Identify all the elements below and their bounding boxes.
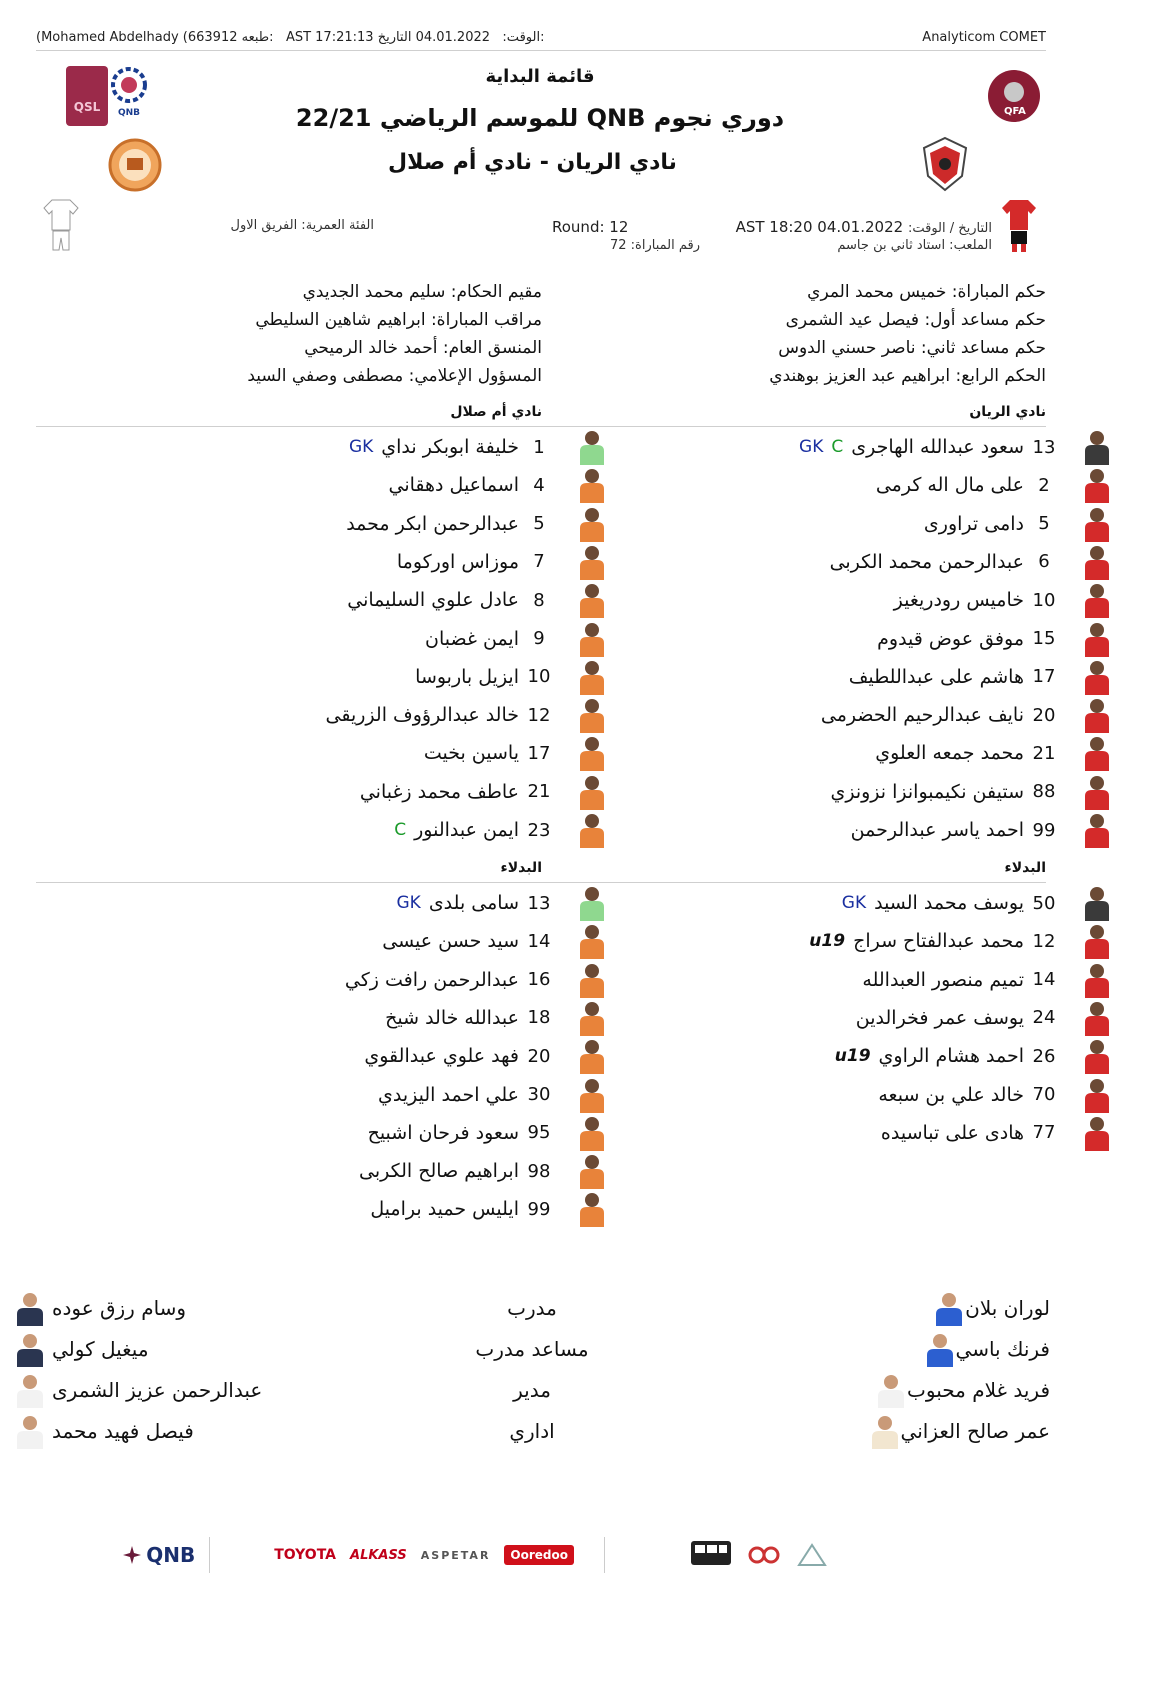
player-number: 7 [533, 551, 545, 573]
player-avatar-icon [577, 506, 607, 542]
away-starters-row [389, 466, 607, 504]
print-time-label: الوقت: [502, 30, 541, 45]
datetime-label: التاريخ / الوقت: [907, 221, 992, 236]
player-number: 15 [1032, 628, 1056, 649]
away-subs-row [368, 1114, 607, 1152]
player-name: موفق عوض قيدوم [877, 627, 1024, 650]
goalkeeper-badge: GK [348, 437, 374, 457]
player-avatar-icon [1082, 659, 1112, 695]
player-avatar-icon [1082, 1077, 1112, 1113]
away-staff-row [14, 1413, 194, 1449]
player-avatar-icon [577, 1000, 607, 1036]
staff-name: فيصل فهيد محمد [52, 1419, 194, 1443]
staff-name: عبدالرحمن عزيز الشمرى [52, 1378, 263, 1402]
qnb-sponsor-text: QNB [146, 1543, 196, 1567]
away-starters-row [415, 658, 607, 696]
assistant-referee-1: حكم مساعد أول: فيصل عيد الشمرى [785, 310, 1046, 330]
print-time: AST 17:21:13 [285, 30, 374, 45]
u19-badge: u19 [834, 1046, 871, 1067]
player-name: خالد عبدالرؤوف الزريقى [325, 704, 519, 727]
player-avatar-icon [1082, 544, 1112, 580]
player-number: 10 [527, 666, 551, 688]
home-kit-icon [1000, 198, 1038, 254]
staff-name: لوران بلان [965, 1296, 1050, 1320]
away-subs-row [378, 1076, 607, 1114]
qfa-logo-text: QFA [1004, 106, 1026, 117]
player-avatar-icon [1082, 506, 1112, 542]
staff-name: فرنك باسي [955, 1337, 1050, 1361]
player-number: 20 [527, 1045, 551, 1067]
player-avatar-icon [1082, 774, 1112, 810]
player-name: عبدالرحمن ابكر محمد [346, 512, 519, 535]
away-subs-row [385, 999, 607, 1037]
player-name: عاطف محمد زغباني [359, 780, 519, 803]
age-group: الفئة العمرية: الفريق الاول [230, 218, 374, 233]
qnb-mark-icon [122, 1545, 142, 1565]
player-avatar-icon [1082, 1000, 1112, 1036]
player-avatar-icon [577, 1153, 607, 1189]
player-name: ايمن عبدالنور [414, 819, 519, 841]
away-subs-row [370, 1190, 607, 1228]
away-subs-row [359, 1152, 607, 1190]
away-subs-row [364, 1037, 607, 1075]
player-name: يوسف محمد السيد [874, 892, 1024, 914]
staff-avatar-icon [14, 1290, 46, 1326]
staff-role: مدير [513, 1378, 551, 1402]
player-avatar-icon [1082, 885, 1112, 921]
home-subs-heading: البدلاء [1004, 860, 1046, 876]
home-staff-row [918, 1331, 1050, 1367]
round: Round: 12 [552, 218, 629, 236]
home-starters-row [851, 811, 1112, 849]
home-subs-row [856, 999, 1112, 1037]
page-title: قائمة البداية [485, 66, 595, 87]
player-avatar-icon [577, 697, 607, 733]
player-number: 1 [533, 436, 545, 458]
player-number: 26 [1032, 1045, 1056, 1067]
player-avatar-icon [577, 467, 607, 503]
player-name: عبدالرحمن رافت زكي [344, 968, 519, 991]
player-avatar-icon [1082, 582, 1112, 618]
home-starters-row [799, 428, 1112, 466]
staff-name: عمر صالح العزاني [900, 1419, 1050, 1443]
lineup-divider [36, 426, 1046, 427]
print-label: طبعه: [241, 30, 274, 45]
home-starters-row [821, 696, 1112, 734]
staff-role: مساعد مدرب [475, 1337, 589, 1361]
player-name: تميم منصور العبدالله [862, 968, 1024, 991]
away-starters-row [326, 696, 607, 734]
away-staff-row [14, 1290, 186, 1326]
player-name: خليفة ابوبكر نداي [381, 436, 519, 458]
away-starters-row [349, 428, 607, 466]
match-number: رقم المباراة: 72 [609, 238, 700, 253]
away-kit-icon [42, 198, 80, 254]
player-name: ابراهيم صالح الكربى [359, 1160, 519, 1183]
player-number: 21 [1032, 742, 1056, 764]
away-staff-row [14, 1372, 262, 1408]
player-avatar-icon [577, 1115, 607, 1151]
staff-avatar-icon [875, 1372, 907, 1408]
captain-badge: C [394, 820, 407, 840]
player-number: 9 [533, 628, 545, 649]
away-subs-row [345, 961, 607, 999]
home-staff-row [863, 1413, 1050, 1449]
away-team-heading: نادي أم صلال [450, 404, 542, 420]
player-name: احمد ياسر عبدالرحمن [850, 819, 1024, 841]
home-starters-row [849, 658, 1112, 696]
away-starters-row [394, 811, 607, 849]
home-subs-row [878, 1076, 1112, 1114]
media-officer: المسؤول الإعلامي: مصطفى وصفي السيد [247, 366, 542, 386]
player-number: 13 [1032, 436, 1056, 458]
player-avatar-icon [577, 582, 607, 618]
player-name: عادل علوي السليماني [347, 589, 519, 612]
player-number: 6 [1038, 551, 1050, 573]
toyota-sponsor: TOYOTA [274, 1547, 337, 1563]
player-avatar-icon [1082, 429, 1112, 465]
player-name: نايف عبدالرحيم الحضرمى [820, 704, 1024, 727]
player-name: هاشم على عبداللطيف [848, 665, 1024, 688]
player-avatar-icon [1082, 697, 1112, 733]
sponsor-caption [106, 1551, 108, 1559]
look-logo-icon [747, 1541, 781, 1569]
player-avatar-icon [577, 544, 607, 580]
home-starters-row [875, 734, 1112, 772]
sponsor-bar [106, 1530, 1056, 1580]
player-avatar-icon [577, 735, 607, 771]
staff-avatar-icon [933, 1290, 965, 1326]
header-divider [36, 50, 1046, 51]
print-date-label: التاريخ: [377, 30, 545, 45]
goalkeeper-badge: GK [396, 893, 421, 913]
officials-right [769, 278, 1046, 390]
player-name: هادى على تباسيده [880, 1121, 1024, 1144]
partner-logo-icon [795, 1541, 829, 1569]
player-number: 23 [527, 819, 551, 841]
staff-avatar-icon [869, 1413, 901, 1449]
player-number: 5 [1038, 513, 1050, 535]
home-team-heading: نادي الريان [969, 404, 1046, 420]
referee: حكم المباراة: خميس محمد المري [807, 282, 1046, 302]
player-number: 18 [527, 1007, 551, 1029]
player-name: محمد عبدالفتاح سراج [853, 930, 1024, 953]
player-number: 21 [527, 781, 551, 803]
player-avatar-icon [1082, 962, 1112, 998]
player-number: 16 [527, 969, 551, 991]
player-number: 14 [1032, 969, 1056, 991]
assistant-referee-2: حكم مساعد ثاني: ناصر حسني الدوس [778, 338, 1046, 358]
player-name: فهد علوي عبدالقوي [364, 1045, 519, 1068]
home-subs-row [881, 1114, 1112, 1152]
player-avatar-icon [577, 659, 607, 695]
away-subs-heading: البدلاء [500, 860, 542, 876]
player-number: 13 [527, 892, 551, 914]
player-avatar-icon [1082, 1038, 1112, 1074]
home-starters-row [894, 581, 1112, 619]
player-avatar-icon [577, 885, 607, 921]
player-avatar-icon [577, 923, 607, 959]
home-starters-row [876, 466, 1112, 504]
aspetar-sponsor: ASPETAR [420, 1548, 491, 1562]
player-number: 77 [1032, 1122, 1056, 1144]
player-name: اسماعيل دهقاني [388, 474, 519, 497]
player-number: 20 [1032, 704, 1056, 726]
away-staff-row [14, 1331, 149, 1367]
stadium: الملعب: استاد ثاني بن جاسم [837, 238, 992, 253]
u19-badge: u19 [809, 931, 846, 952]
home-subs-row [862, 961, 1112, 999]
player-number: 10 [1032, 589, 1056, 611]
match-datetime [736, 218, 992, 236]
away-starters-row [346, 505, 607, 543]
player-name: عبدالله خالد شيخ [385, 1006, 519, 1029]
home-starters-row [924, 505, 1112, 543]
qnb-sponsor [122, 1543, 195, 1567]
qsl-logo-text: QSL [73, 100, 101, 114]
goalkeeper-badge: GK [799, 437, 824, 457]
player-number: 8 [533, 589, 545, 611]
player-name: خاميس رودريغيز [893, 589, 1024, 612]
captain-badge: C [831, 437, 844, 457]
player-name: يوسف عمر فخرالدين [855, 1006, 1024, 1029]
player-number: 4 [533, 474, 545, 496]
player-name: سيد حسن عيسى [382, 930, 519, 953]
home-starters-row [877, 620, 1112, 658]
player-avatar-icon [1082, 735, 1112, 771]
player-name: احمد هشام الراوي [878, 1045, 1024, 1068]
player-avatar-icon [577, 429, 607, 465]
away-subs-row [382, 922, 607, 960]
staff-role: مدرب [507, 1296, 557, 1320]
player-avatar-icon [1082, 1115, 1112, 1151]
player-number: 95 [527, 1122, 551, 1144]
player-number: 99 [1032, 819, 1056, 841]
staff-avatar-icon [14, 1331, 46, 1367]
away-starters-row [425, 620, 607, 658]
player-name: موزاس اوركوما [396, 550, 519, 573]
player-avatar-icon [577, 1077, 607, 1113]
player-number: 2 [1038, 474, 1050, 496]
bohabus-logo-icon [689, 1537, 733, 1573]
staff-avatar-icon [14, 1372, 46, 1408]
qnb-stars-text: QNB [117, 108, 141, 118]
subs-divider [36, 882, 1046, 883]
away-starters-row [360, 773, 607, 811]
player-name: سامى بلدى [428, 892, 519, 914]
match-commissioner: مراقب المباراة: ابراهيم شاهين السليطي [255, 310, 542, 330]
away-starters-row [397, 543, 607, 581]
home-starters-row [830, 543, 1112, 581]
fourth-official: الحكم الرابع: ابراهيم عبد العزيز بوهندي [769, 366, 1046, 386]
alkass-sponsor: ALKASS [350, 1547, 407, 1563]
player-avatar-icon [1082, 812, 1112, 848]
away-starters-row [347, 581, 607, 619]
printer-name: (Mohamed Abdelhady (663912 [36, 30, 238, 45]
player-avatar-icon [1082, 923, 1112, 959]
player-name: محمد جمعه العلوي [875, 742, 1024, 765]
player-number: 17 [1032, 666, 1056, 688]
home-subs-row [835, 1037, 1112, 1075]
player-name: ايمن غضبان [425, 627, 519, 650]
player-name: ايليس حميد براميل [370, 1198, 519, 1221]
player-number: 12 [527, 704, 551, 726]
competition-title: دوري نجوم QNB للموسم الرياضي 22/21 [295, 104, 785, 132]
player-number: 30 [527, 1084, 551, 1105]
goalkeeper-badge: GK [841, 893, 867, 913]
player-number: 99 [527, 1198, 551, 1220]
player-avatar-icon [577, 621, 607, 657]
datetime-value: AST 18:20 04.01.2022 [735, 218, 904, 236]
player-number: 17 [527, 742, 551, 764]
player-name: عبدالرحمن محمد الكربى [829, 550, 1024, 573]
home-subs-row [809, 922, 1112, 960]
home-staff-row [927, 1290, 1050, 1326]
staff-name: وسام رزق عوده [52, 1296, 187, 1320]
player-number: 5 [533, 513, 545, 535]
ooredoo-sponsor: Ooredoo [504, 1545, 574, 1565]
general-coordinator: المنسق العام: أحمد خالد الرميحي [304, 338, 542, 358]
player-name: سعود فرحان اشبيح [367, 1121, 519, 1144]
staff-role: اداري [509, 1419, 555, 1443]
player-avatar-icon [577, 812, 607, 848]
away-starters-row [424, 734, 607, 772]
player-name: دامى تراورى [923, 512, 1024, 535]
player-name: ياسين بخيت [423, 742, 519, 765]
player-number: 24 [1032, 1007, 1056, 1029]
player-name: علي احمد اليزيدي [378, 1083, 519, 1106]
player-number: 12 [1032, 930, 1056, 952]
player-name: على مال اله كرمى [875, 474, 1024, 497]
player-avatar-icon [577, 962, 607, 998]
player-number: 98 [527, 1160, 551, 1182]
away-subs-row [396, 884, 607, 922]
player-number: 70 [1032, 1084, 1056, 1105]
player-avatar-icon [577, 774, 607, 810]
player-name: خالد علي بن سبعه [878, 1083, 1024, 1106]
player-name: ستيفن نكيمبوانزا نزونزي [830, 780, 1024, 803]
player-avatar-icon [577, 1191, 607, 1227]
brand-label: Analyticom COMET [922, 30, 1046, 45]
staff-avatar-icon [14, 1413, 46, 1449]
player-number: 14 [527, 930, 551, 952]
player-avatar-icon [1082, 621, 1112, 657]
print-date: 04.01.2022 [415, 30, 491, 45]
referee-assessor: مقيم الحكام: سليم محمد الجديدي [302, 282, 542, 302]
player-avatar-icon [1082, 467, 1112, 503]
player-avatar-icon [577, 1038, 607, 1074]
staff-avatar-icon [924, 1331, 956, 1367]
home-subs-row [842, 884, 1112, 922]
staff-name: فريد غلام محبوب [907, 1378, 1050, 1402]
home-starters-row [830, 773, 1112, 811]
home-staff-row [869, 1372, 1050, 1408]
player-number: 88 [1032, 781, 1056, 803]
print-info [36, 30, 544, 45]
player-name: ايزيل باربوسا [415, 665, 519, 688]
fixture-title: نادي الريان - نادي أم صلال [388, 150, 677, 175]
officials-left [247, 278, 542, 390]
player-number: 50 [1032, 892, 1056, 914]
player-name: سعود عبدالله الهاجرى [851, 436, 1024, 458]
staff-name: ميغيل كولي [52, 1337, 149, 1361]
